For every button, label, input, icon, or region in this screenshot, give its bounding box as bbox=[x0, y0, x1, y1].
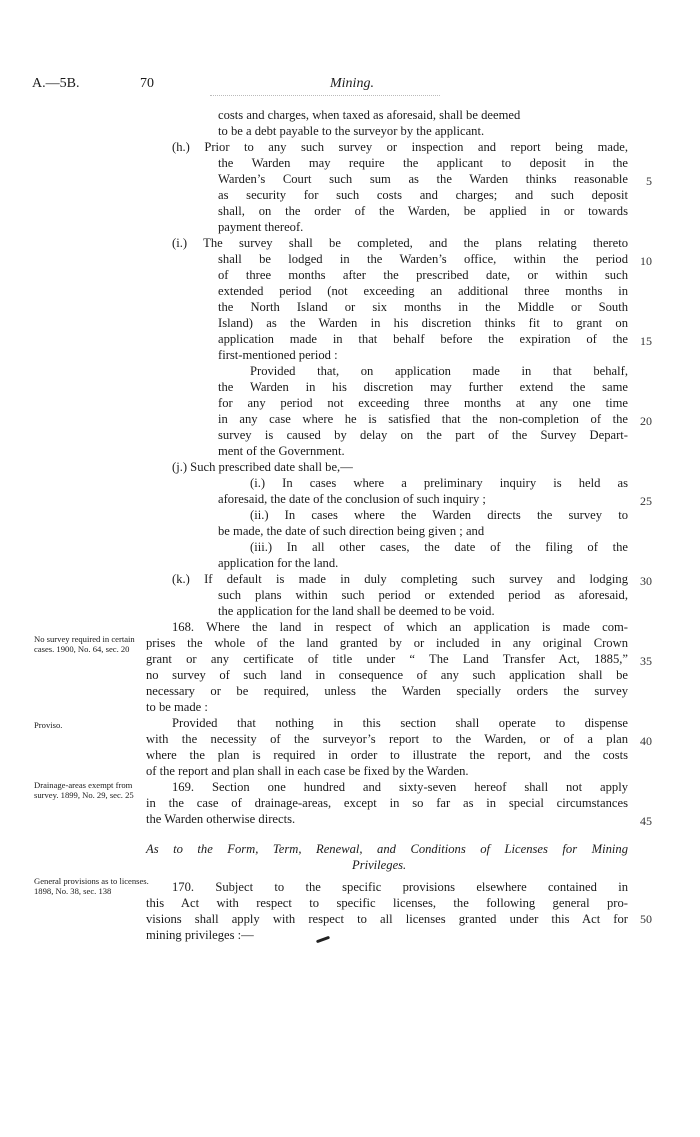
text-line: shall, on the order of the Warden, be applied in or towards bbox=[218, 204, 628, 218]
text-line: (h.) Prior to any such survey or inspection and report being made, bbox=[172, 140, 628, 154]
text-line: costs and charges, when taxed as aforesaid, shall be deemed bbox=[218, 108, 521, 122]
text-line: the North Island or six months in the Middle or South bbox=[218, 300, 628, 314]
text-line: payment thereof. bbox=[218, 220, 304, 234]
margin-note-drainage-areas: Drainage-areas exempt from survey. 1899, No. 29, sec. 25 bbox=[34, 780, 134, 800]
line-number: 20 bbox=[640, 414, 652, 428]
text-line: the application for the land shall be deemed to be void. bbox=[218, 604, 495, 618]
text-line: extended period (not exceeding an additional three months in bbox=[218, 284, 628, 298]
margin-note-no-survey: No survey required in certain cases. 1900, No. 64, sec. 20 bbox=[34, 634, 135, 654]
margin-note-proviso: Proviso. bbox=[34, 720, 63, 730]
text-line: to be a debt payable to the surveyor by the applicant. bbox=[218, 124, 485, 138]
line-number: 35 bbox=[640, 654, 652, 668]
page-number: 70 bbox=[140, 76, 154, 91]
text-line: Warden’s Court such sum as the Warden thinks reasonable bbox=[218, 172, 628, 186]
text-line: Provided that nothing in this section shall operate to dispense bbox=[172, 716, 628, 730]
line-number: 45 bbox=[640, 814, 652, 828]
line-number: 30 bbox=[640, 574, 652, 588]
text-line: in the case of drainage-areas, except in so far as in special circumstances bbox=[146, 796, 628, 810]
text-line: mining privileges :— bbox=[146, 928, 254, 942]
line-number: 5 bbox=[646, 174, 652, 188]
line-number: 15 bbox=[640, 334, 652, 348]
document-reference: A.—5B. bbox=[32, 76, 80, 91]
text-line: (j.) Such prescribed date shall be,— bbox=[172, 460, 353, 474]
text-line: the Warden in his discretion may further extend the same bbox=[218, 380, 628, 394]
text-line: no survey of such land in consequence of any such application shall be bbox=[146, 668, 628, 682]
text-line: 170. Subject to the specific provisions elsewhere contained in bbox=[172, 880, 628, 894]
line-number: 10 bbox=[640, 254, 652, 268]
text-line: grant or any certificate of title under “ The Land Transfer Act, 1885,” bbox=[146, 652, 628, 666]
text-line: shall be lodged in the Warden’s office, within the period bbox=[218, 252, 628, 266]
text-line: Island) as the Warden in his discretion thinks fit to grant on bbox=[218, 316, 628, 330]
header-rule bbox=[210, 95, 440, 96]
text-line: (ii.) In cases where the Warden directs the survey to bbox=[250, 508, 628, 522]
text-line: where the plan is required in order to illustrate the report, and the costs bbox=[146, 748, 628, 762]
text-line: aforesaid, the date of the conclusion of such inquiry ; bbox=[218, 492, 486, 506]
line-number: 40 bbox=[640, 734, 652, 748]
text-line: (i.) In cases where a preliminary inquiry is held as bbox=[250, 476, 628, 490]
text-line: ment of the Government. bbox=[218, 444, 345, 458]
text-line: to be made : bbox=[146, 700, 208, 714]
text-line: (k.) If default is made in duly completing such survey and lodging bbox=[172, 572, 628, 586]
text-line: Provided that, on application made in that behalf, bbox=[250, 364, 628, 378]
text-line: prises the whole of the land granted by or included in any original Crown bbox=[146, 636, 628, 650]
text-line: the Warden may require the applicant to deposit in the bbox=[218, 156, 628, 170]
text-line: in any case where he is satisfied that the non-completion of the bbox=[218, 412, 628, 426]
text-line: (i.) The survey shall be completed, and the plans relating thereto bbox=[172, 236, 628, 250]
text-line: as security for such costs and charges; and such deposit bbox=[218, 188, 628, 202]
text-line: survey is caused by delay on the part of the Survey Depart- bbox=[218, 428, 628, 442]
text-line: (iii.) In all other cases, the date of the filing of the bbox=[250, 540, 628, 554]
line-number: 25 bbox=[640, 494, 652, 508]
printer-mark bbox=[316, 936, 330, 944]
section-heading: As to the Form, Term, Renewal, and Conditions of Licenses for Mining bbox=[146, 842, 628, 856]
text-line: with the necessity of the surveyor’s report to the Warden, or of a plan bbox=[146, 732, 628, 746]
text-line: visions shall apply with respect to all licenses granted under this Act for bbox=[146, 912, 628, 926]
section-heading: Privileges. bbox=[352, 858, 407, 872]
page-title: Mining. bbox=[330, 76, 374, 91]
margin-note-general-provisions: General provisions as to licenses. 1898, No. 38, sec. 138 bbox=[34, 876, 149, 896]
text-line: 169. Section one hundred and sixty-seven hereof shall not apply bbox=[172, 780, 628, 794]
text-line: of three months after the prescribed date, or within such bbox=[218, 268, 628, 282]
text-line: of the report and plan shall in each case be fixed by the Warden. bbox=[146, 764, 469, 778]
text-line: for any period not exceeding three months at any one time bbox=[218, 396, 628, 410]
text-line: application for the land. bbox=[218, 556, 339, 570]
text-line: the Warden otherwise directs. bbox=[146, 812, 296, 826]
text-line: 168. Where the land in respect of which an application is made com- bbox=[172, 620, 628, 634]
text-line: first-mentioned period : bbox=[218, 348, 338, 362]
text-line: such plans within such period or extended period as aforesaid, bbox=[218, 588, 628, 602]
text-line: be made, the date of such direction being given ; and bbox=[218, 524, 485, 538]
line-number: 50 bbox=[640, 912, 652, 926]
text-line: this Act with respect to specific licenses, the following general pro- bbox=[146, 896, 628, 910]
text-line: necessary or be required, unless the Warden specially orders the survey bbox=[146, 684, 628, 698]
text-line: application made in that behalf before the expiration of the bbox=[218, 332, 628, 346]
